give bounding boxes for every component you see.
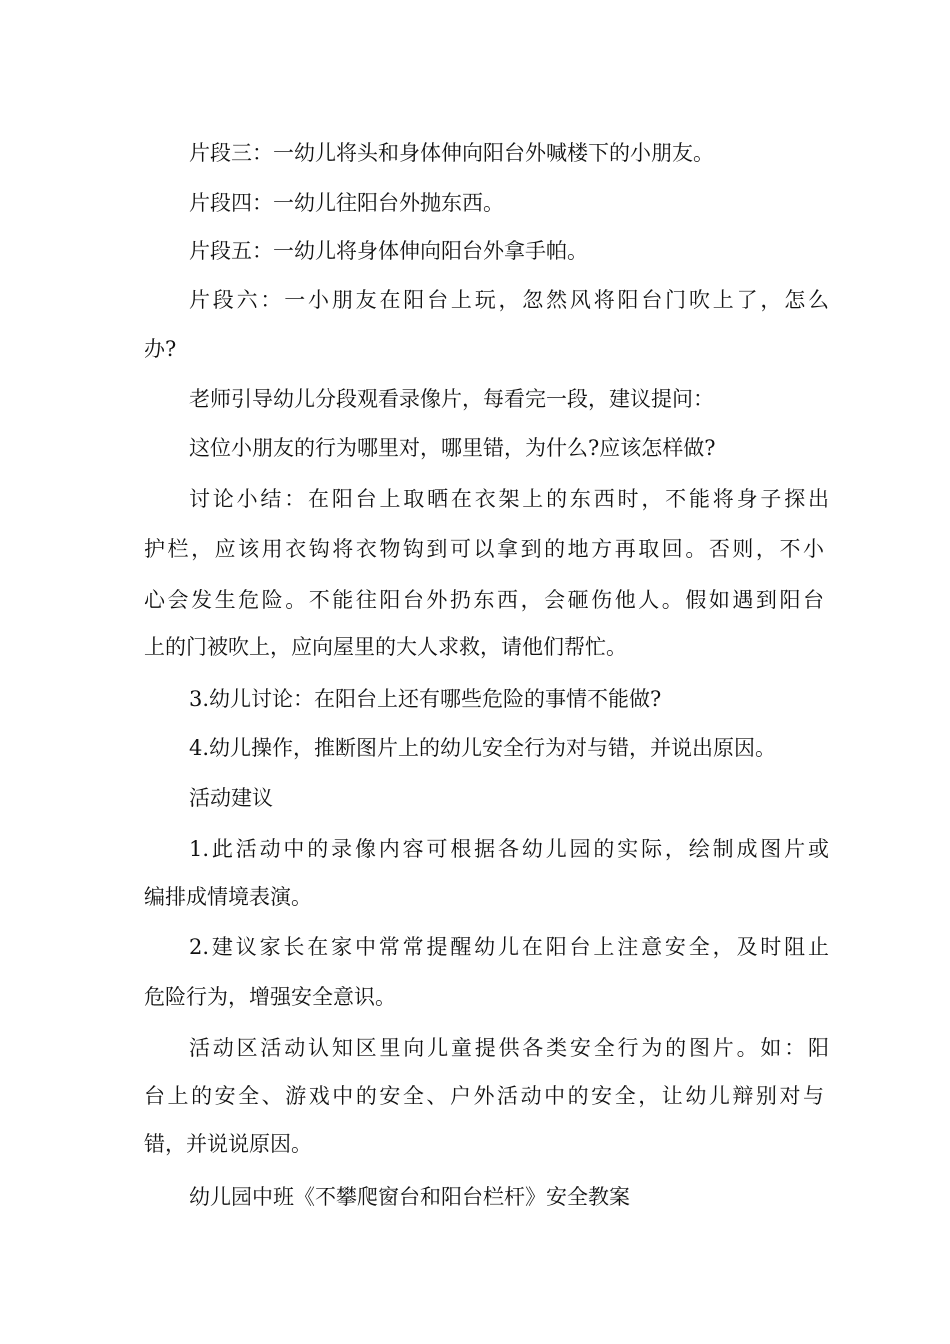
paragraph-line: 片段三：一幼儿将头和身体伸向阳台外喊楼下的小朋友。	[189, 141, 714, 165]
paragraph-line: 这位小朋友的行为哪里对，哪里错，为什么?应该怎样做?	[189, 436, 716, 460]
paragraph-line: 错，并说说原因。	[144, 1132, 312, 1156]
paragraph-line: 老师引导幼儿分段观看录像片，每看完一段，建议提问：	[189, 387, 714, 411]
section-heading: 活动建议	[189, 786, 273, 810]
paragraph-line: 编排成情境表演。	[144, 885, 312, 909]
paragraph-line: 片段六：一小朋友在阳台上玩，忽然风将阳台门吹上了，怎么	[189, 288, 829, 312]
paragraph-line: 上的门被吹上，应向屋里的大人求救，请他们帮忙。	[144, 635, 627, 659]
paragraph-line: 片段四：一幼儿往阳台外抛东西。	[189, 191, 504, 215]
paragraph-line: 片段五：一幼儿将身体伸向阳台外拿手帕。	[189, 239, 588, 263]
paragraph-line: 1.此活动中的录像内容可根据各幼儿园的实际，绘制成图片或	[189, 837, 829, 861]
paragraph-line: 护栏，应该用衣钩将衣物钩到可以拿到的地方再取回。否则，不小	[144, 537, 824, 561]
paragraph-line: 2.建议家长在家中常常提醒幼儿在阳台上注意安全，及时阻止	[189, 935, 829, 959]
paragraph-line: 心会发生危险。不能往阳台外扔东西，会砸伤他人。假如遇到阳台	[144, 588, 824, 612]
document-title: 幼儿园中班《不攀爬窗台和阳台栏杆》安全教案	[189, 1185, 630, 1209]
paragraph-line: 台上的安全、游戏中的安全、户外活动中的安全，让幼儿辩别对与	[144, 1084, 824, 1108]
paragraph-line: 危险行为，增强安全意识。	[144, 985, 396, 1009]
paragraph-line: 4.幼儿操作，推断图片上的幼儿安全行为对与错，并说出原因。	[189, 736, 777, 760]
paragraph-line: 办?	[144, 337, 177, 361]
paragraph-line: 3.幼儿讨论：在阳台上还有哪些危险的事情不能做?	[189, 687, 662, 711]
paragraph-line: 讨论小结：在阳台上取晒在衣架上的东西时，不能将身子探出	[189, 487, 829, 511]
paragraph-line: 活动区活动认知区里向儿童提供各类安全行为的图片。如：阳	[189, 1036, 829, 1060]
